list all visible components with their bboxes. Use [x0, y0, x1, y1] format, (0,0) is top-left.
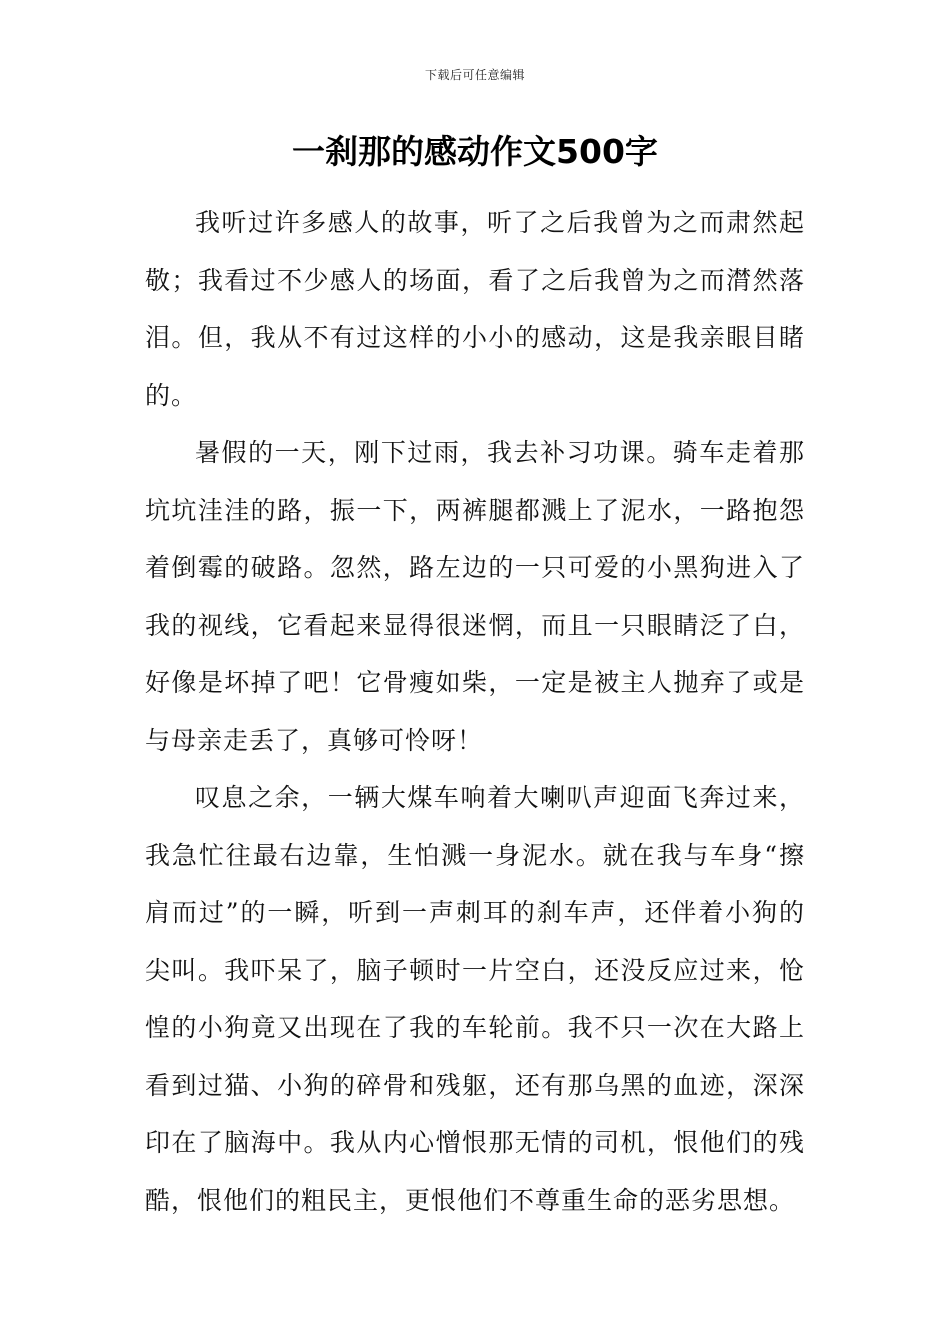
- paragraph-3: 叹息之余，一辆大煤车响着大喇叭声迎面飞奔过来，我急忙往最右边靠，生怕溅一身泥水。就在我与车身“擦肩而过”的一瞬，听到一声刺耳的刹车声，还伴着小狗的尖叫。我吓呆了，脑子顿时一片空白，还没反应过来，怆惶的小狗竟又出现在了我的车轮前。我不只一次在大路上看到过猫、小狗的碎骨和残躯，还有那乌黑的血迹，深深印在了脑海中。我从内心憎恨那无情的司机，恨他们的残酷，恨他们的粗民主，更恨他们不尊重生命的恶劣思想。: [145, 783, 805, 1215]
- page-title: 一刹那的感动作文500字: [292, 132, 658, 171]
- paragraph-2: 暑假的一天，刚下过雨，我去补习功课。骑车走着那坑坑洼洼的路，振一下，两裤腿都溅上了泥水，一路抱怨着倒霉的破路。忽然，路左边的一只可爱的小黑狗进入了我的视线，它看起来显得很迷惘，而且一只眼睛泛了白，好像是坏掉了吧！它骨瘦如柴，一定是被主人抛弃了或是与母亲走丢了，真够可怜呀！: [145, 438, 805, 755]
- article-body: [145, 194, 805, 1229]
- paragraph-1: 我听过许多感人的故事，听了之后我曾为之而肃然起敬；我看过不少感人的场面，看了之后我曾为之而潸然落泪。但，我从不有过这样的小小的感动，这是我亲眼目睹的。: [145, 208, 805, 410]
- header-note: 下载后可任意编辑: [424, 68, 525, 82]
